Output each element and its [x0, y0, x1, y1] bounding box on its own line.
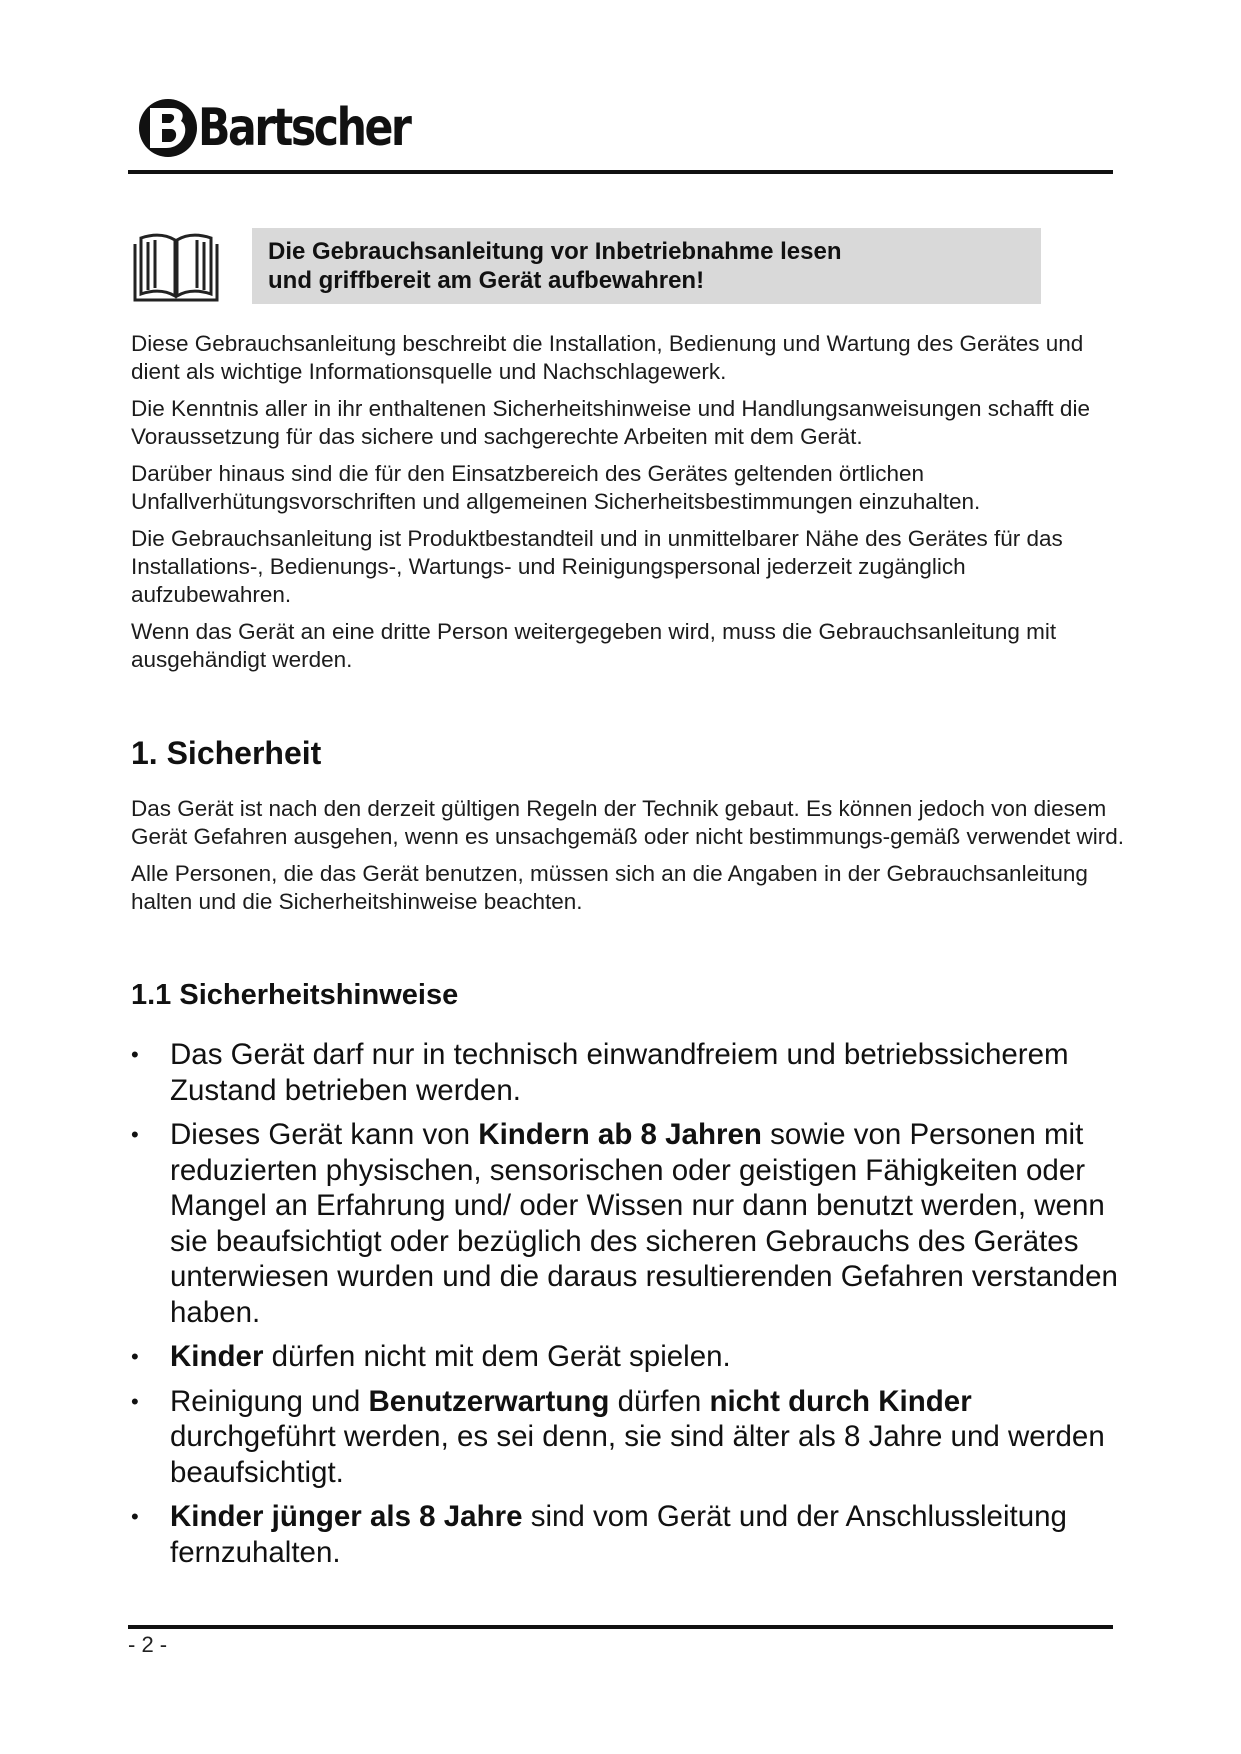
section1-paragraph: Das Gerät ist nach den derzeit gültigen Regeln der Technik gebaut. Es können jedoch von diesem Gerät Gefahren ausgehen, wenn es unsachgemäß oder nicht bestimmungs-gemäß verwendet wird. [131, 796, 1125, 849]
safety-bullet [131, 1384, 1141, 1491]
safety-bullet [131, 1037, 1141, 1108]
safety-bullet-list [131, 1037, 1141, 1579]
intro-paragraph: Die Kenntnis aller in ihr enthaltenen Sicherheitshinweise und Handlungsanweisungen schafft die Voraussetzung für das sichere und sachgerechte Arbeiten mit dem Gerät. [131, 396, 1090, 449]
intro-paragraph: Diese Gebrauchsanleitung beschreibt die Installation, Bedienung und Wartung des Gerätes und dient als wichtige Informationsquelle und Nachschlagewerk. [131, 331, 1084, 384]
intro-paragraph: Darüber hinaus sind die für den Einsatzbereich des Gerätes geltenden örtlichen Unfallverhütungsvorschriften und allgemeinen Sicherheitsbestimmungen einzuhalten. [131, 461, 981, 514]
page-number: - 2 - [128, 1632, 168, 1657]
bullet-text-mid: dürfen [609, 1384, 710, 1418]
bullet-text-post: sowie von Personen mit reduzierten physischen, sensorischen oder geistigen Fähigkeiten oder Mangel an Erfahrung und/ oder Wissen nur dann benutzt werden, wenn sie beaufsichtigt oder bezüglich des sicheren Gebrauchs des Gerätes unterwiesen wurden und die daraus resultierenden Gefahren verstanden haben. [170, 1118, 1118, 1329]
safety-bullet [131, 1499, 1141, 1570]
bullet-text-pre: Dieses Gerät kann von [170, 1118, 479, 1151]
bullet-text-bold-2: nicht durch Kinder [709, 1384, 972, 1418]
bullet-dot-icon: • [131, 1504, 139, 1529]
bartscher-logo [136, 92, 456, 164]
intro-paragraph: Die Gebrauchsanleitung ist Produktbestandteil und in unmittelbarer Nähe des Gerätes für das Installations-, Bedienungs-, Wartungs- und Reinigungspersonal jederzeit zugänglich aufzubewahren. [131, 526, 1063, 607]
intro-paragraph: Wenn das Gerät an eine dritte Person weitergegeben wird, muss die Gebrauchsanleitung mit ausgehändigt werden. [131, 619, 1057, 672]
safety-bullet [131, 1339, 1141, 1375]
notice-line-2: und griffbereit am Gerät aufbewahren! [268, 267, 705, 294]
read-manual-notice [131, 228, 1041, 304]
logo-b-mark-icon [136, 95, 200, 161]
section-heading-sicherheit: 1. Sicherheit [131, 735, 322, 771]
bullet-text-post: sind vom Gerät und der Anschlussleitung fernzuhalten. [170, 1500, 1067, 1569]
bullet-text-post: dürfen nicht mit dem Gerät spielen. [263, 1340, 731, 1373]
bullet-dot-icon: • [131, 1122, 139, 1147]
section-heading-sicherheitshinweise: 1.1 Sicherheitshinweise [131, 979, 459, 1011]
logo-text: Bartscher [198, 98, 410, 158]
section1-text [131, 795, 1131, 925]
footer-rule [128, 1625, 1113, 1629]
bullet-text-bold: Benutzerwartung [368, 1384, 610, 1418]
bullet-text-bold: Kinder [170, 1340, 264, 1373]
bullet-dot-icon: • [131, 1042, 139, 1067]
notice-line-1: Die Gebrauchsanleitung vor Inbetriebnahme lesen [268, 238, 842, 265]
intro-text [131, 330, 1131, 683]
bullet-text-bold: Kinder jünger als 8 Jahre [170, 1500, 523, 1533]
notice-text-box [252, 228, 1041, 304]
header-rule [128, 170, 1113, 174]
bullet-text-pre: Reinigung und [170, 1384, 369, 1418]
safety-bullet [131, 1117, 1141, 1330]
bullet-dot-icon: • [131, 1388, 139, 1414]
bullet-dot-icon: • [131, 1344, 139, 1369]
bullet-text-post: durchgeführt werden, es sei denn, sie sind älter als 8 Jahre und werden beaufsichtigt. [170, 1420, 1105, 1489]
book-icon [131, 230, 221, 304]
bullet-text: Das Gerät darf nur in technisch einwandfreiem und betriebssicherem Zustand betrieben werden. [170, 1038, 1069, 1107]
section1-paragraph: Alle Personen, die das Gerät benutzen, müssen sich an die Angaben in der Gebrauchsanleitung halten und die Sicherheitshinweise beachten. [131, 861, 1088, 914]
bullet-text-bold: Kindern ab 8 Jahren [478, 1118, 762, 1151]
